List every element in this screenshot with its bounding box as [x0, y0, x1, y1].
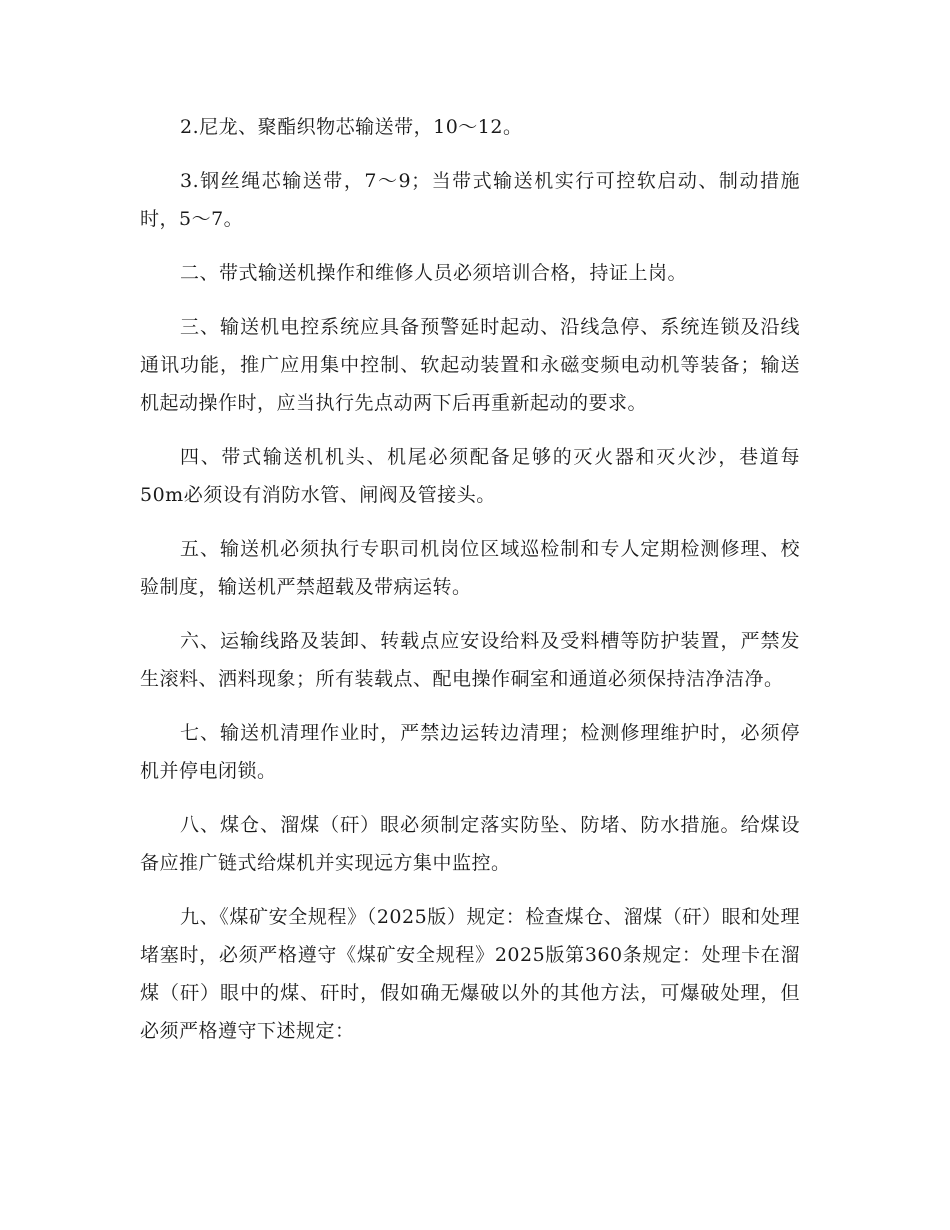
paragraph-section-4: 四、带式输送机机头、机尾必须配备足够的灭火器和灭火沙，巷道每50m必须设有消防水管、闸阀及管接头。	[140, 446, 800, 506]
paragraph-section-9: 九、《煤矿安全规程》（2025版）规定：检查煤仓、溜煤（矸）眼和处理堵塞时，必须严格遵守《煤矿安全规程》2025版第360条规定：处理卡在溜煤（矸）眼中的煤、矸时，假如确无爆破以外的其他方法，可爆破处理，但必须严格遵守下述规定：	[140, 906, 800, 1042]
paragraph-item-2: 2.尼龙、聚酯织物芯输送带，10～12。	[180, 116, 523, 138]
paragraph-section-2: 二、带式输送机操作和维修人员必须培训合格，持证上岗。	[180, 262, 688, 284]
document-body	[140, 108, 800, 1066]
paragraph-section-6: 六、运输线路及装卸、转载点应安设给料及受料槽等防护装置，严禁发生滚料、洒料现象；所有装载点、配电操作硐室和通道必须保持洁净洁净。	[140, 630, 800, 690]
paragraph-section-7: 七、输送机清理作业时，严禁边运转边清理；检测修理维护时，必须停机并停电闭锁。	[140, 722, 800, 782]
paragraph-section-5: 五、输送机必须执行专职司机岗位区域巡检制和专人定期检测修理、校验制度，输送机严禁超载及带病运转。	[140, 538, 800, 598]
paragraph-section-3: 三、输送机电控系统应具备预警延时起动、沿线急停、系统连锁及沿线通讯功能，推广应用集中控制、软起动装置和永磁变频电动机等装备；输送机起动操作时，应当执行先点动两下后再重新起动的要求。	[140, 316, 800, 414]
paragraph-section-8: 八、煤仓、溜煤（矸）眼必须制定落实防坠、防堵、防水措施。给煤设备应推广链式给煤机并实现远方集中监控。	[140, 814, 800, 874]
paragraph-item-3: 3.钢丝绳芯输送带，7～9；当带式输送机实行可控软启动、制动措施时，5～7。	[140, 170, 800, 230]
